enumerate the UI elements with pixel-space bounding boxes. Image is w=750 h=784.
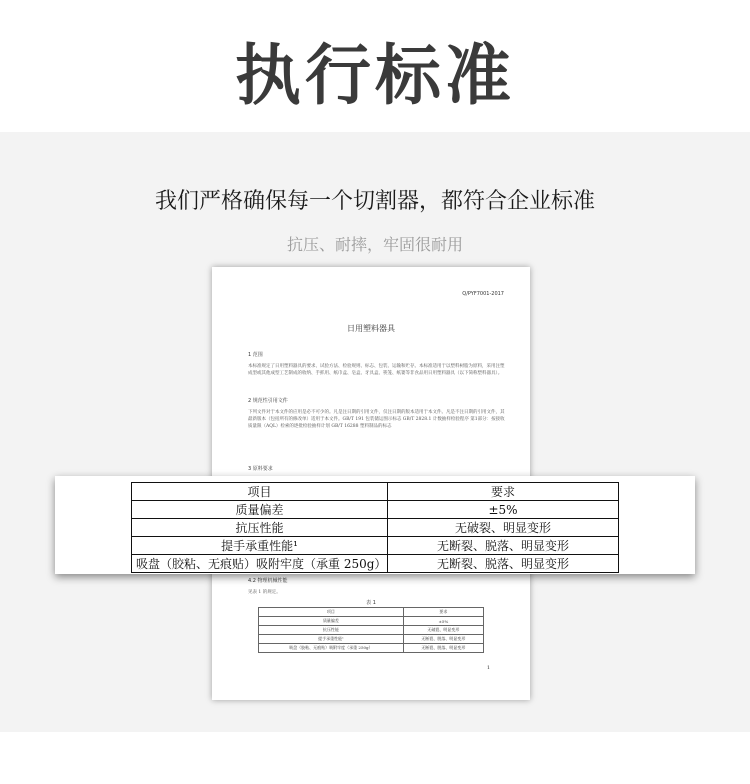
table-cell: 无断裂、脱落、明显变形 xyxy=(403,644,483,653)
document-title: 日用塑料器具 xyxy=(347,324,395,333)
table-row xyxy=(259,617,484,626)
table-cell: ±5% xyxy=(388,501,619,519)
table-cell: ±5% xyxy=(403,617,483,626)
table-caption: 表 1 xyxy=(366,600,376,606)
header xyxy=(0,0,750,130)
subline: 抗压、耐摔，牢固很耐用 xyxy=(286,235,463,254)
section-physical-text: 见表 1 的规定。 xyxy=(248,590,281,595)
table-row xyxy=(259,635,484,644)
document-table xyxy=(258,607,484,653)
table-header-cell: 要求 xyxy=(388,483,619,501)
table-cell: 要求 xyxy=(403,608,483,617)
table-cell: 抗压性能 xyxy=(259,626,404,635)
table-cell: 无破裂、明显变形 xyxy=(403,626,483,635)
zoomed-requirements-table xyxy=(131,482,619,573)
section-scope-heading: 1 范围 xyxy=(248,352,263,358)
table-cell: 提手承重性能¹ xyxy=(132,537,388,555)
table-cell: 项目 xyxy=(259,608,404,617)
table-cell: 质量偏差 xyxy=(132,501,388,519)
page-title: 执行标准 xyxy=(235,37,515,114)
table-row xyxy=(132,555,619,573)
section-references-heading: 2 规范性引用文件 xyxy=(248,398,288,404)
table-row xyxy=(132,519,619,537)
table-row xyxy=(259,608,484,617)
table-row xyxy=(132,537,619,555)
standard-panel xyxy=(0,132,750,732)
table-cell: 无断裂、脱落、明显变形 xyxy=(388,537,619,555)
table-cell: 无破裂、明显变形 xyxy=(388,519,619,537)
document-code: Q/PYF7001-2017 xyxy=(462,291,504,297)
table-cell: 无断裂、脱落、明显变形 xyxy=(388,555,619,573)
table-cell: 吸盘（胶粘、无痕贴）吸附牢度（承重 250g） xyxy=(259,644,404,653)
section-scope-text: 本标准规定了日用塑料器具的要求、试验方法、检验规则、标志、包装、运输和贮存。本标准适用于以塑料树脂为原料，采用注塑成型或其他成型工艺制成的收纳、手抓用、纸巾盒、皂盒、牙具盒、筷笼、纸篓等非食品用日用塑料器具（以下简称塑料器具）。 xyxy=(248,364,505,376)
table-header-cell: 项目 xyxy=(132,483,388,501)
table-row xyxy=(259,644,484,653)
section-materials-heading: 3 原料要求 xyxy=(248,466,273,472)
zoomed-table-strip xyxy=(55,476,695,574)
table-row xyxy=(259,626,484,635)
section-physical-heading: 4.2 物理机械性能 xyxy=(248,578,288,584)
table-cell: 质量偏差 xyxy=(259,617,404,626)
page-number: 1 xyxy=(486,665,490,671)
section-references-text: 下列文件对于本文件的应用是必不可少的。凡是注日期的引用文件，仅注日期的版本适用于本文件。凡是不注日期的引用文件，其最新版本（包括所有的修改单）适用于本文件。GB/T 191 包装储运图示标志 GB/T 2828.1 计数抽样检验程序 第1部分：按接收质量限（AQL）检索的逐批检验抽样计划 GB/T 16288 塑料制品的标志 xyxy=(248,410,505,429)
table-row xyxy=(132,501,619,519)
table-cell: 吸盘（胶粘、无痕贴）吸附牢度（承重 250g） xyxy=(132,555,388,573)
table-cell: 提手承重性能¹ xyxy=(259,635,404,644)
headline: 我们严格确保每一个切割器，都符合企业标准 xyxy=(154,189,595,214)
table-cell: 抗压性能 xyxy=(132,519,388,537)
table-cell: 无断裂、脱落、明显变形 xyxy=(403,635,483,644)
table-row xyxy=(132,483,619,501)
